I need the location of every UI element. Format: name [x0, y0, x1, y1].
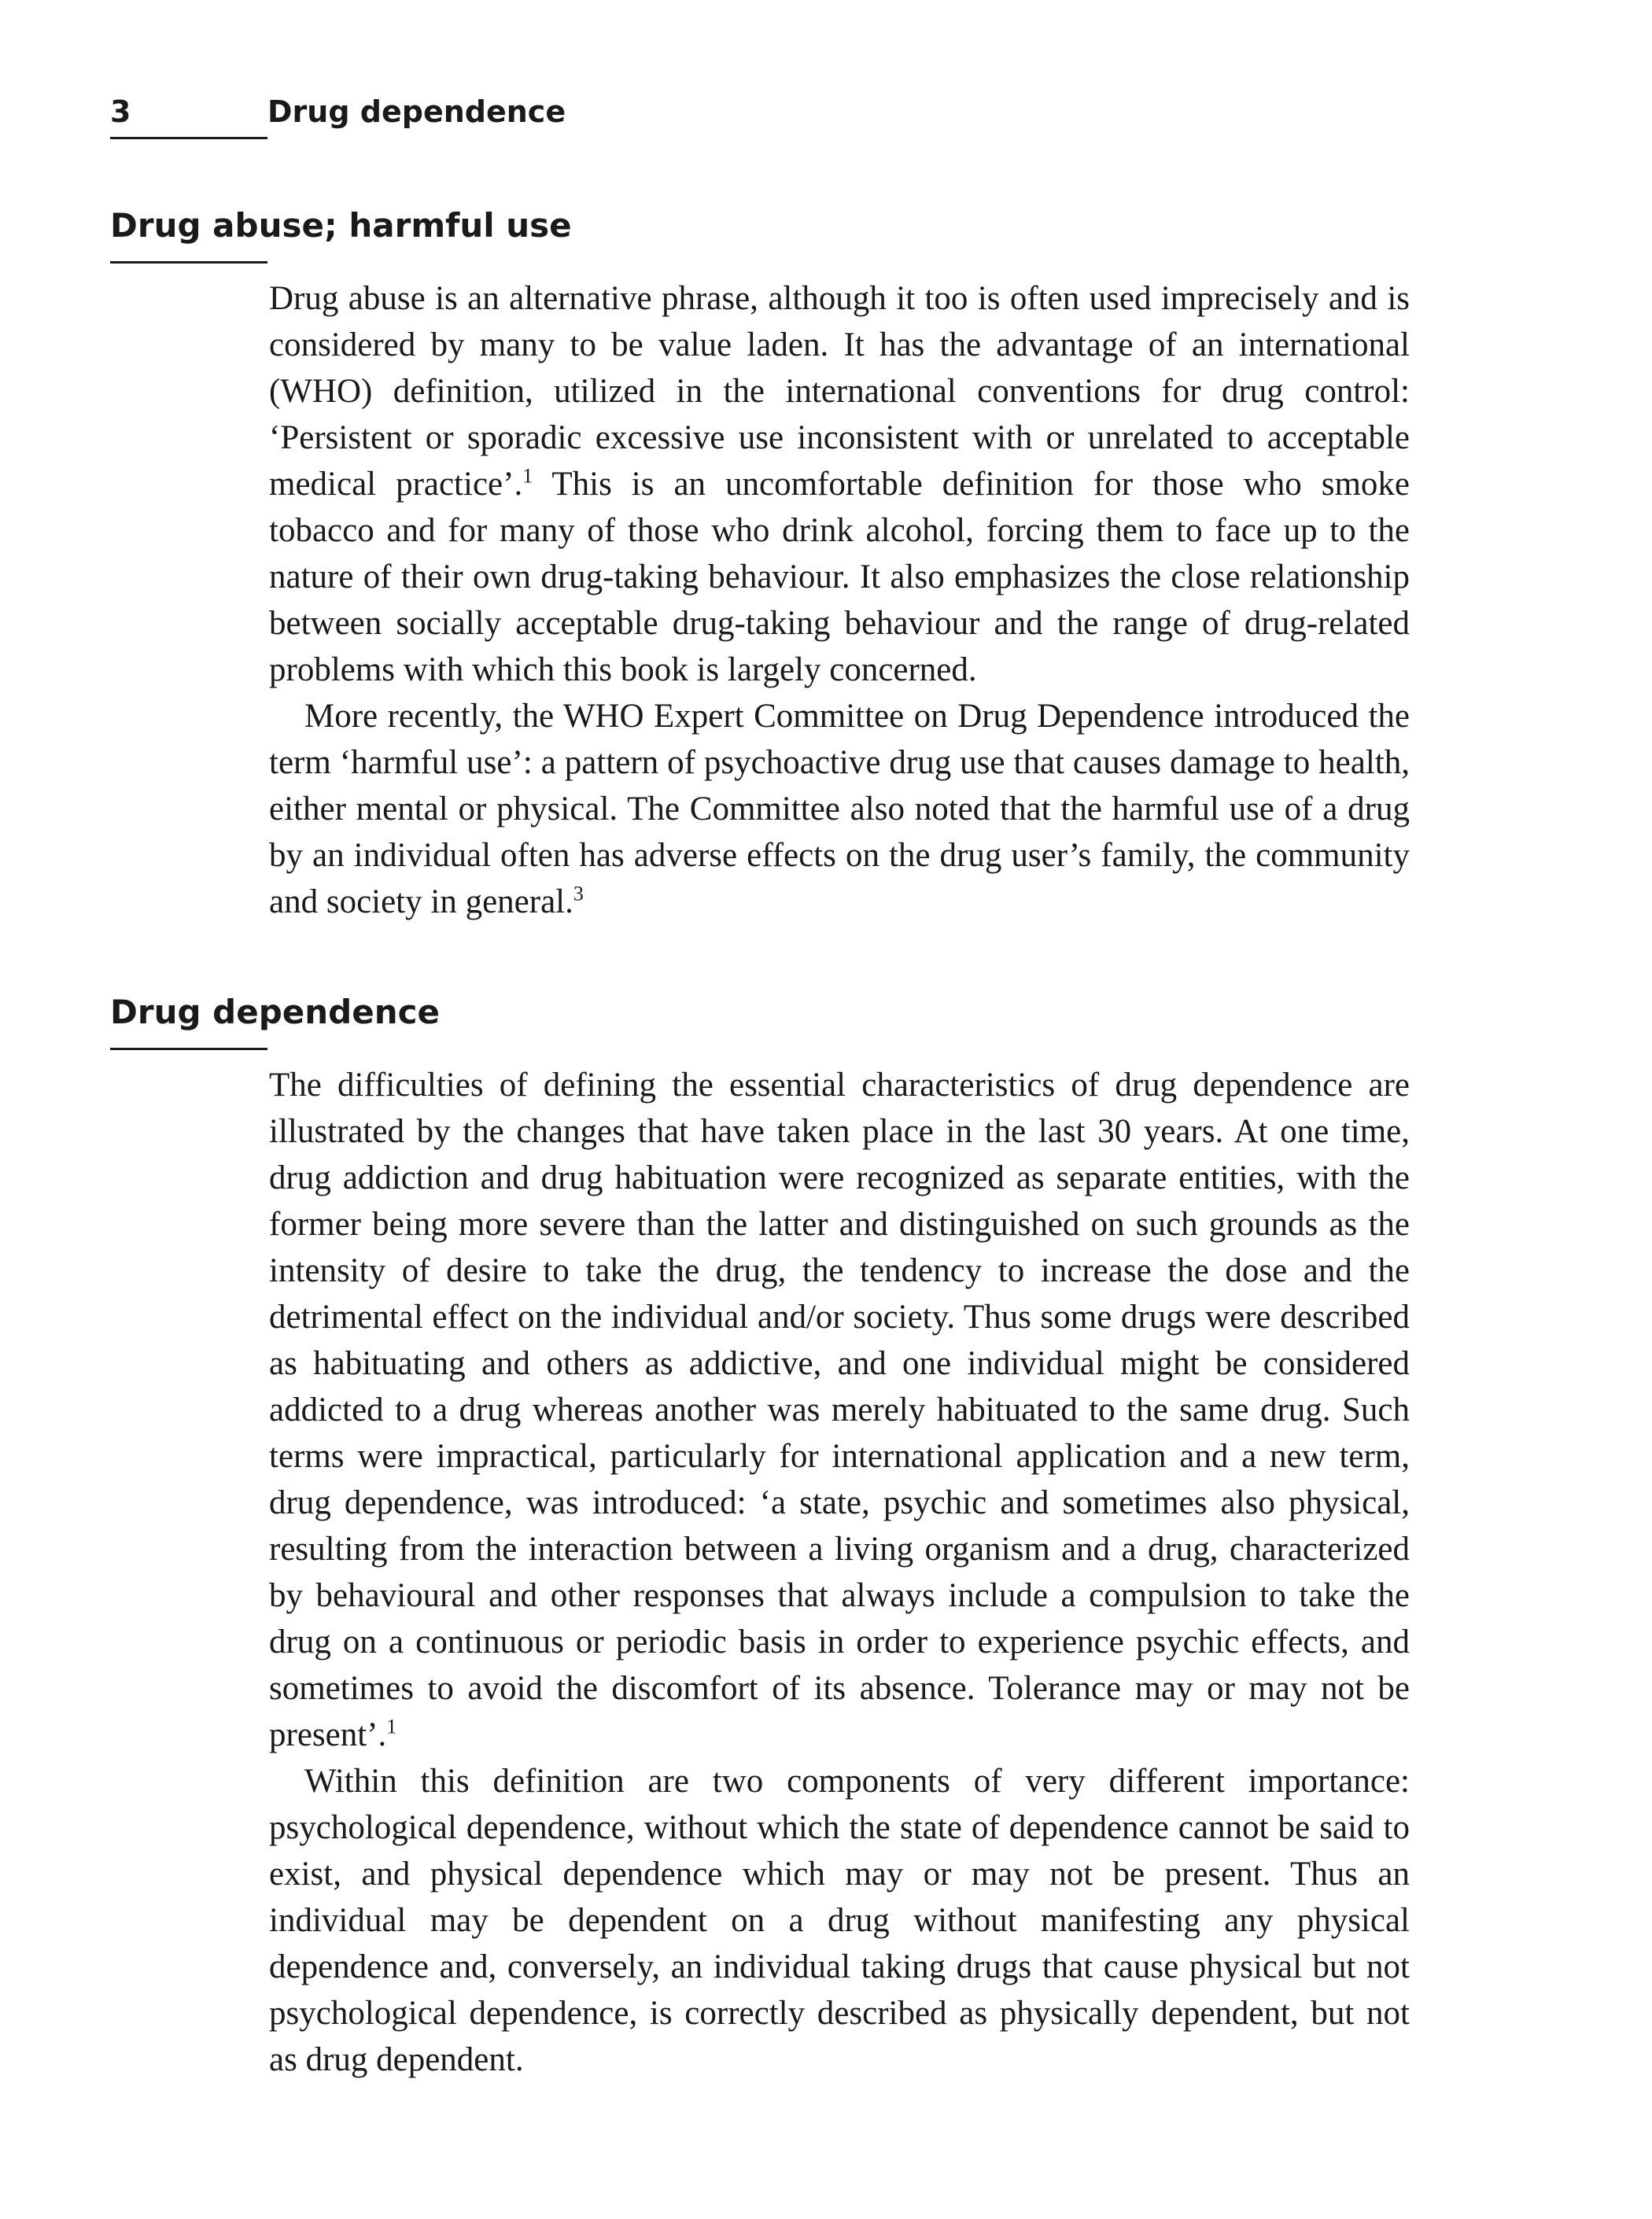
footnote-ref: 1 — [522, 464, 533, 488]
running-head — [110, 87, 566, 142]
paragraph — [269, 1758, 1410, 2083]
paragraph-text: The difficulties of defining the essential characteristics of drug dependence are illustrated by the changes that have taken place in the last 30 years. At one time, drug addiction and drug habituation were recognized as separate entities, with the former being more severe than the latter and distinguished on such grounds as the intensity of desire to take the drug, the tendency to increase the dose and the detrimental effect on the individual and/or society. Thus some drugs were described as habituating and others as addictive, and one individual might be considered addicted to a drug whereas another was merely habituated to the same drug. Such terms were impractical, particularly for international application and a new term, drug dependence, was introduced: ‘a state, psychic and sometimes also physical, resulting from the interaction between a living organism and a drug, characterized by behavioural and other responses that always include a compulsion to take the drug on a continuous or periodic basis in order to experience psychic effects, and sometimes to avoid the discomfort of its absence. Tolerance may or may not be present’. — [269, 1067, 1410, 1753]
page-number: 3 — [110, 94, 131, 129]
paragraph — [269, 693, 1410, 925]
running-title: Drug dependence — [267, 94, 566, 129]
footnote-ref: 1 — [386, 1715, 397, 1738]
section-rule-drug-abuse — [110, 261, 267, 264]
paragraph-text: More recently, the WHO Expert Committee on Drug Dependence introduced the term ‘harmful use’: a pattern of psychoactive drug use that causes damage to health, either mental or physical. The Committee also noted that the harmful use of a drug by an individual often has adverse effects on the drug user’s family, the community and society in general. — [269, 698, 1410, 920]
section-body-drug-abuse — [269, 275, 1410, 925]
paragraph — [269, 1062, 1410, 1758]
footnote-ref: 3 — [573, 882, 584, 905]
section-heading-drug-dependence: Drug dependence — [110, 993, 440, 1031]
section-heading-drug-abuse: Drug abuse; harmful use — [110, 206, 572, 245]
paragraph — [269, 275, 1410, 693]
section-body-drug-dependence — [269, 1062, 1410, 2083]
paragraph-text-continued: This is an uncomfortable definition for those who smoke tobacco and for many of those who drink alcohol, forcing them to face up to the nature of their own drug-taking behaviour. It also emphasizes the close relationship between socially acceptable drug-taking behaviour and the range of drug-related problems with which this book is largely concerned. — [269, 466, 1410, 688]
section-rule-drug-dependence — [110, 1048, 267, 1050]
running-head-rule — [110, 137, 267, 139]
paragraph-text: Drug abuse is an alternative phrase, although it too is often used imprecisely and is considered by many to be value laden. It has the advantage of an international (WHO) definition, utilized in the international conventions for drug control: ‘Persistent or sporadic excessive use inconsistent with or unrelated to acceptable medical practice’. — [269, 280, 1410, 503]
paragraph-text: Within this definition are two components of very different importance: psychological dependence, without which the state of dependence cannot be said to exist, and physical dependence which may or may not be present. Thus an individual may be dependent on a drug without manifesting any physical dependence and, conversely, an individual taking drugs that cause physical but not psychological dependence, is correctly described as physically dependent, but not as drug dependent. — [269, 1763, 1410, 2078]
